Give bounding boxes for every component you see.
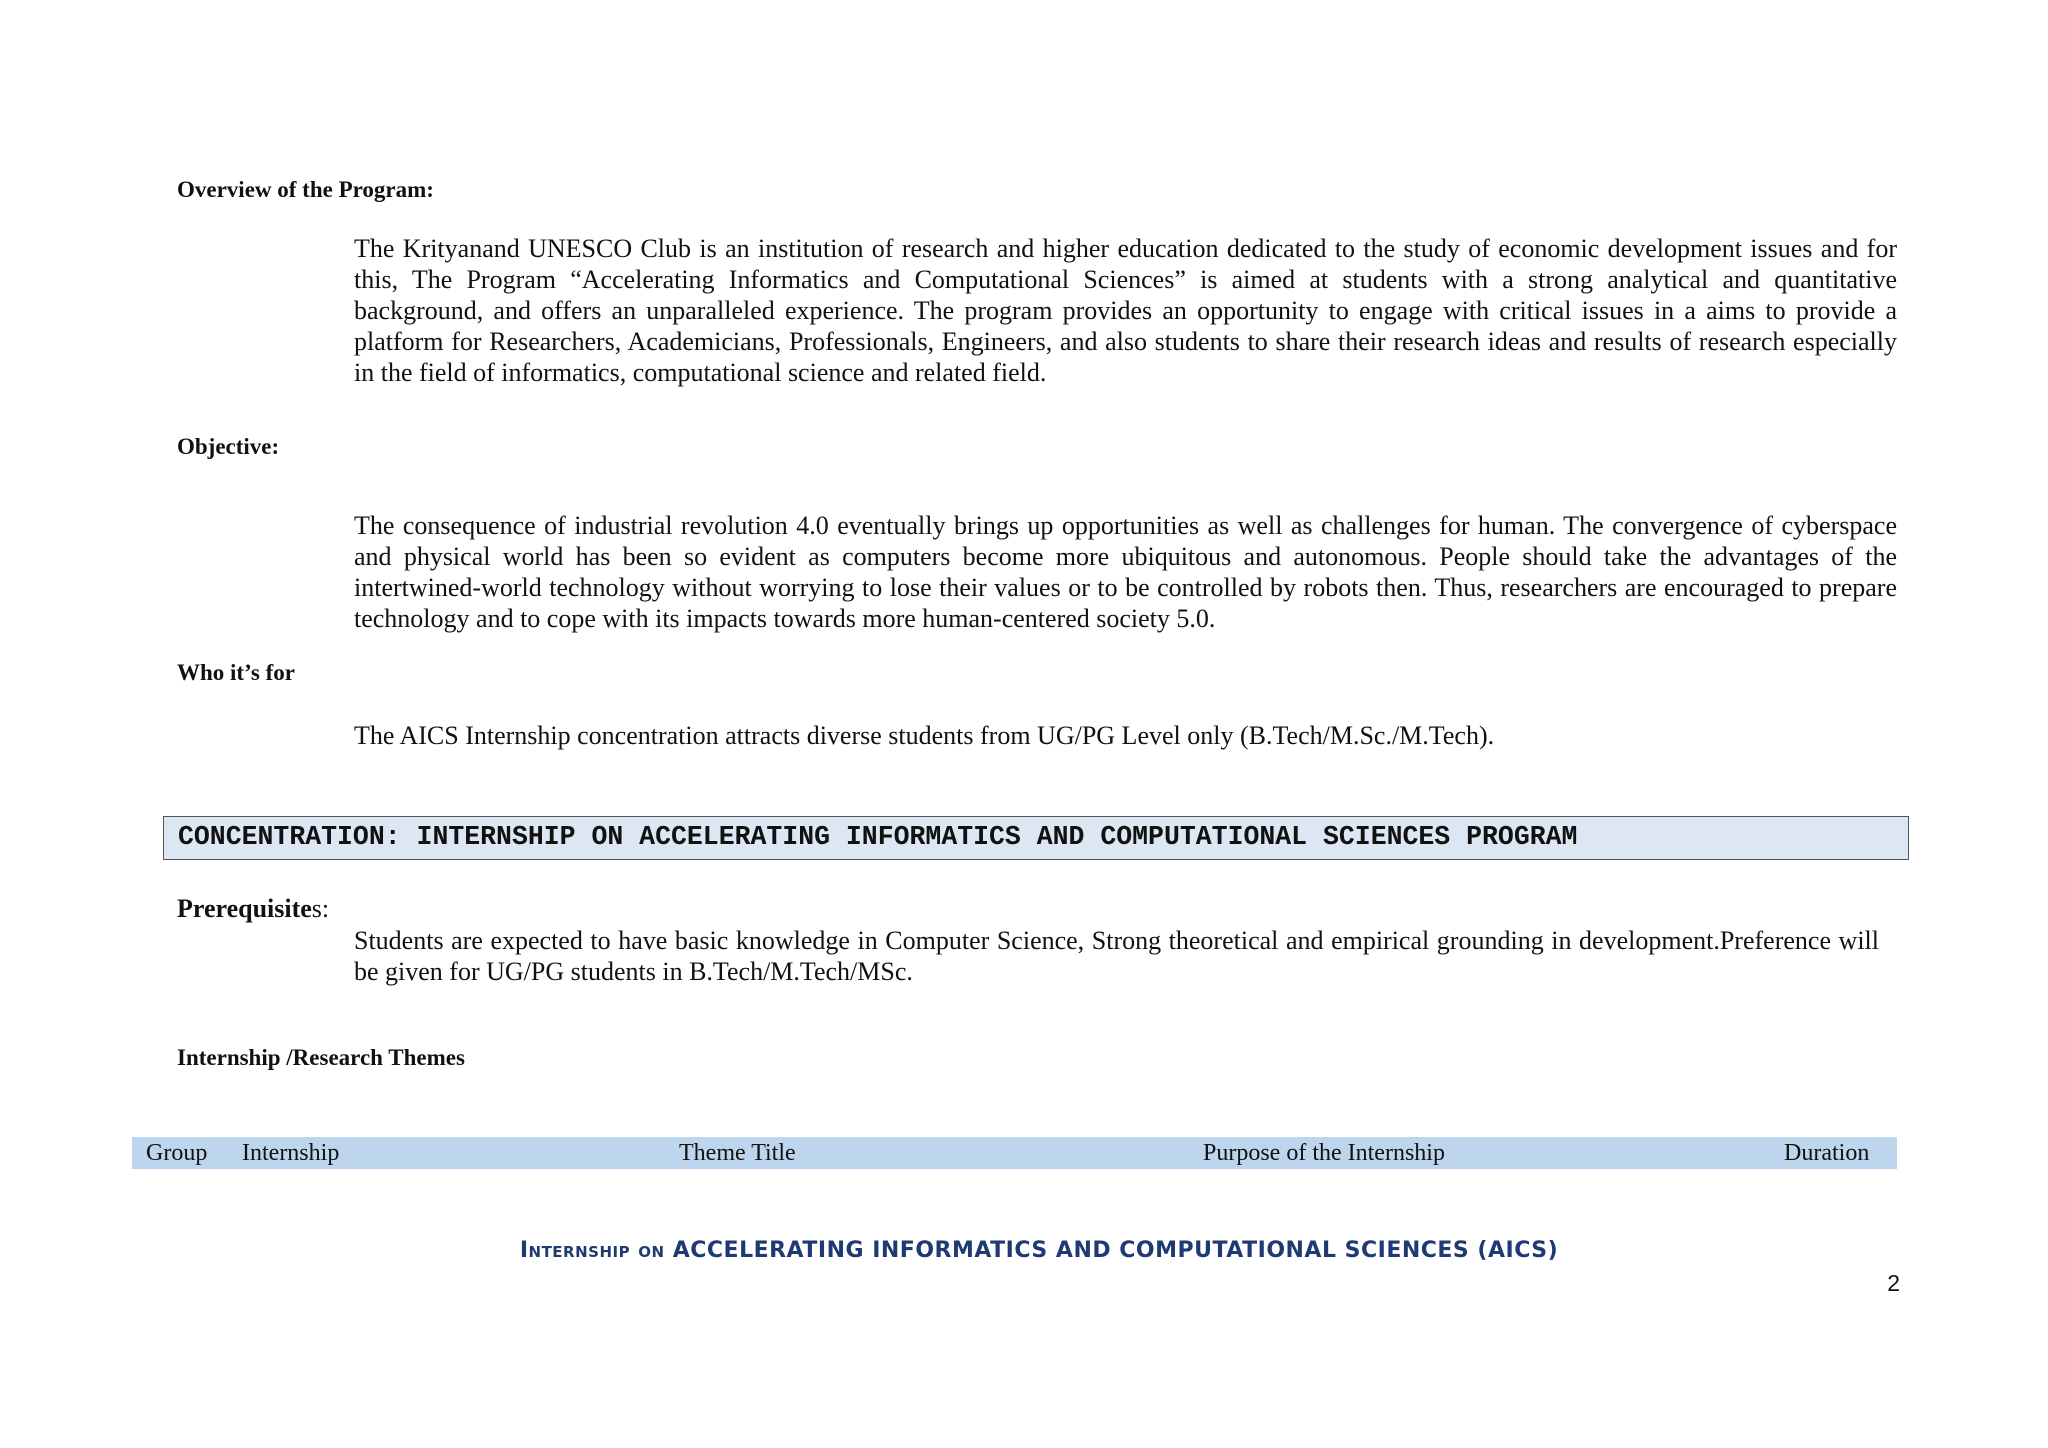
column-header-duration: Duration — [1784, 1140, 1870, 1166]
prerequisites-paragraph: Students are expected to have basic knowledge in Computer Science, Strong theoretical and empirical grounding in development.Preference will be given for UG/PG students in B.Tech/M.Tech/MSc. — [354, 926, 1879, 986]
objective-paragraph: The consequence of industrial revolution 4.0 eventually brings up opportunities as well as challenges for human. The convergence of cyberspace and physical world has been so evident as computers become more ubiquitous and autonomous. People should take the advantages of the intertwined-world technology without worrying to lose their values or to be controlled by robots then. Thus, researchers are encouraged to prepare technology and to cope with its impacts towards more human-centered society 5.0. — [354, 511, 1897, 633]
prerequisites-heading-tail: s: — [311, 894, 330, 923]
overview-paragraph: The Krityanand UNESCO Club is an institution of research and higher education dedicated to the study of economic development issues and for this, The Program “Accelerating Informatics and Computational Sciences” is aimed at students with a strong analytical and quantitative background, and offers an unparalleled experience. The program provides an opportunity to engage with critical issues in a aims to provide a platform for Researchers, Academicians, Professionals, Engineers, and also students to share their research ideas and results of research especially in the field of informatics, computational science and related field. — [354, 234, 1897, 387]
themes-table-header — [132, 1137, 1897, 1169]
themes-heading: Internship /Research Themes — [177, 1045, 465, 1070]
column-header-theme-title: Theme Title — [679, 1140, 796, 1166]
column-header-internship: Internship — [242, 1140, 340, 1166]
audience-paragraph: The AICS Internship concentration attracts diverse students from UG/PG Level only (B.Tech/M.Sc./M.Tech). — [354, 721, 1495, 750]
prerequisites-heading — [177, 893, 329, 924]
page-number: 2 — [1887, 1270, 1900, 1296]
concentration-banner: CONCENTRATION: INTERNSHIP ON ACCELERATING INFORMATICS AND COMPUTATIONAL SCIENCES PROGRAM — [163, 816, 1909, 860]
audience-heading: Who it’s for — [177, 660, 295, 685]
column-header-purpose: Purpose of the Internship — [1203, 1140, 1445, 1166]
footer-title-small-caps: Internship on — [519, 1238, 665, 1263]
objective-heading: Objective: — [177, 434, 280, 459]
prerequisites-heading-bold: Prerequisite — [177, 894, 312, 923]
footer-title-caps: ACCELERATING INFORMATICS AND COMPUTATIONAL SCIENCES (AICS) — [672, 1238, 1559, 1263]
overview-heading: Overview of the Program: — [177, 177, 434, 202]
column-header-group: Group — [146, 1140, 208, 1166]
footer-title — [0, 1238, 2048, 1263]
